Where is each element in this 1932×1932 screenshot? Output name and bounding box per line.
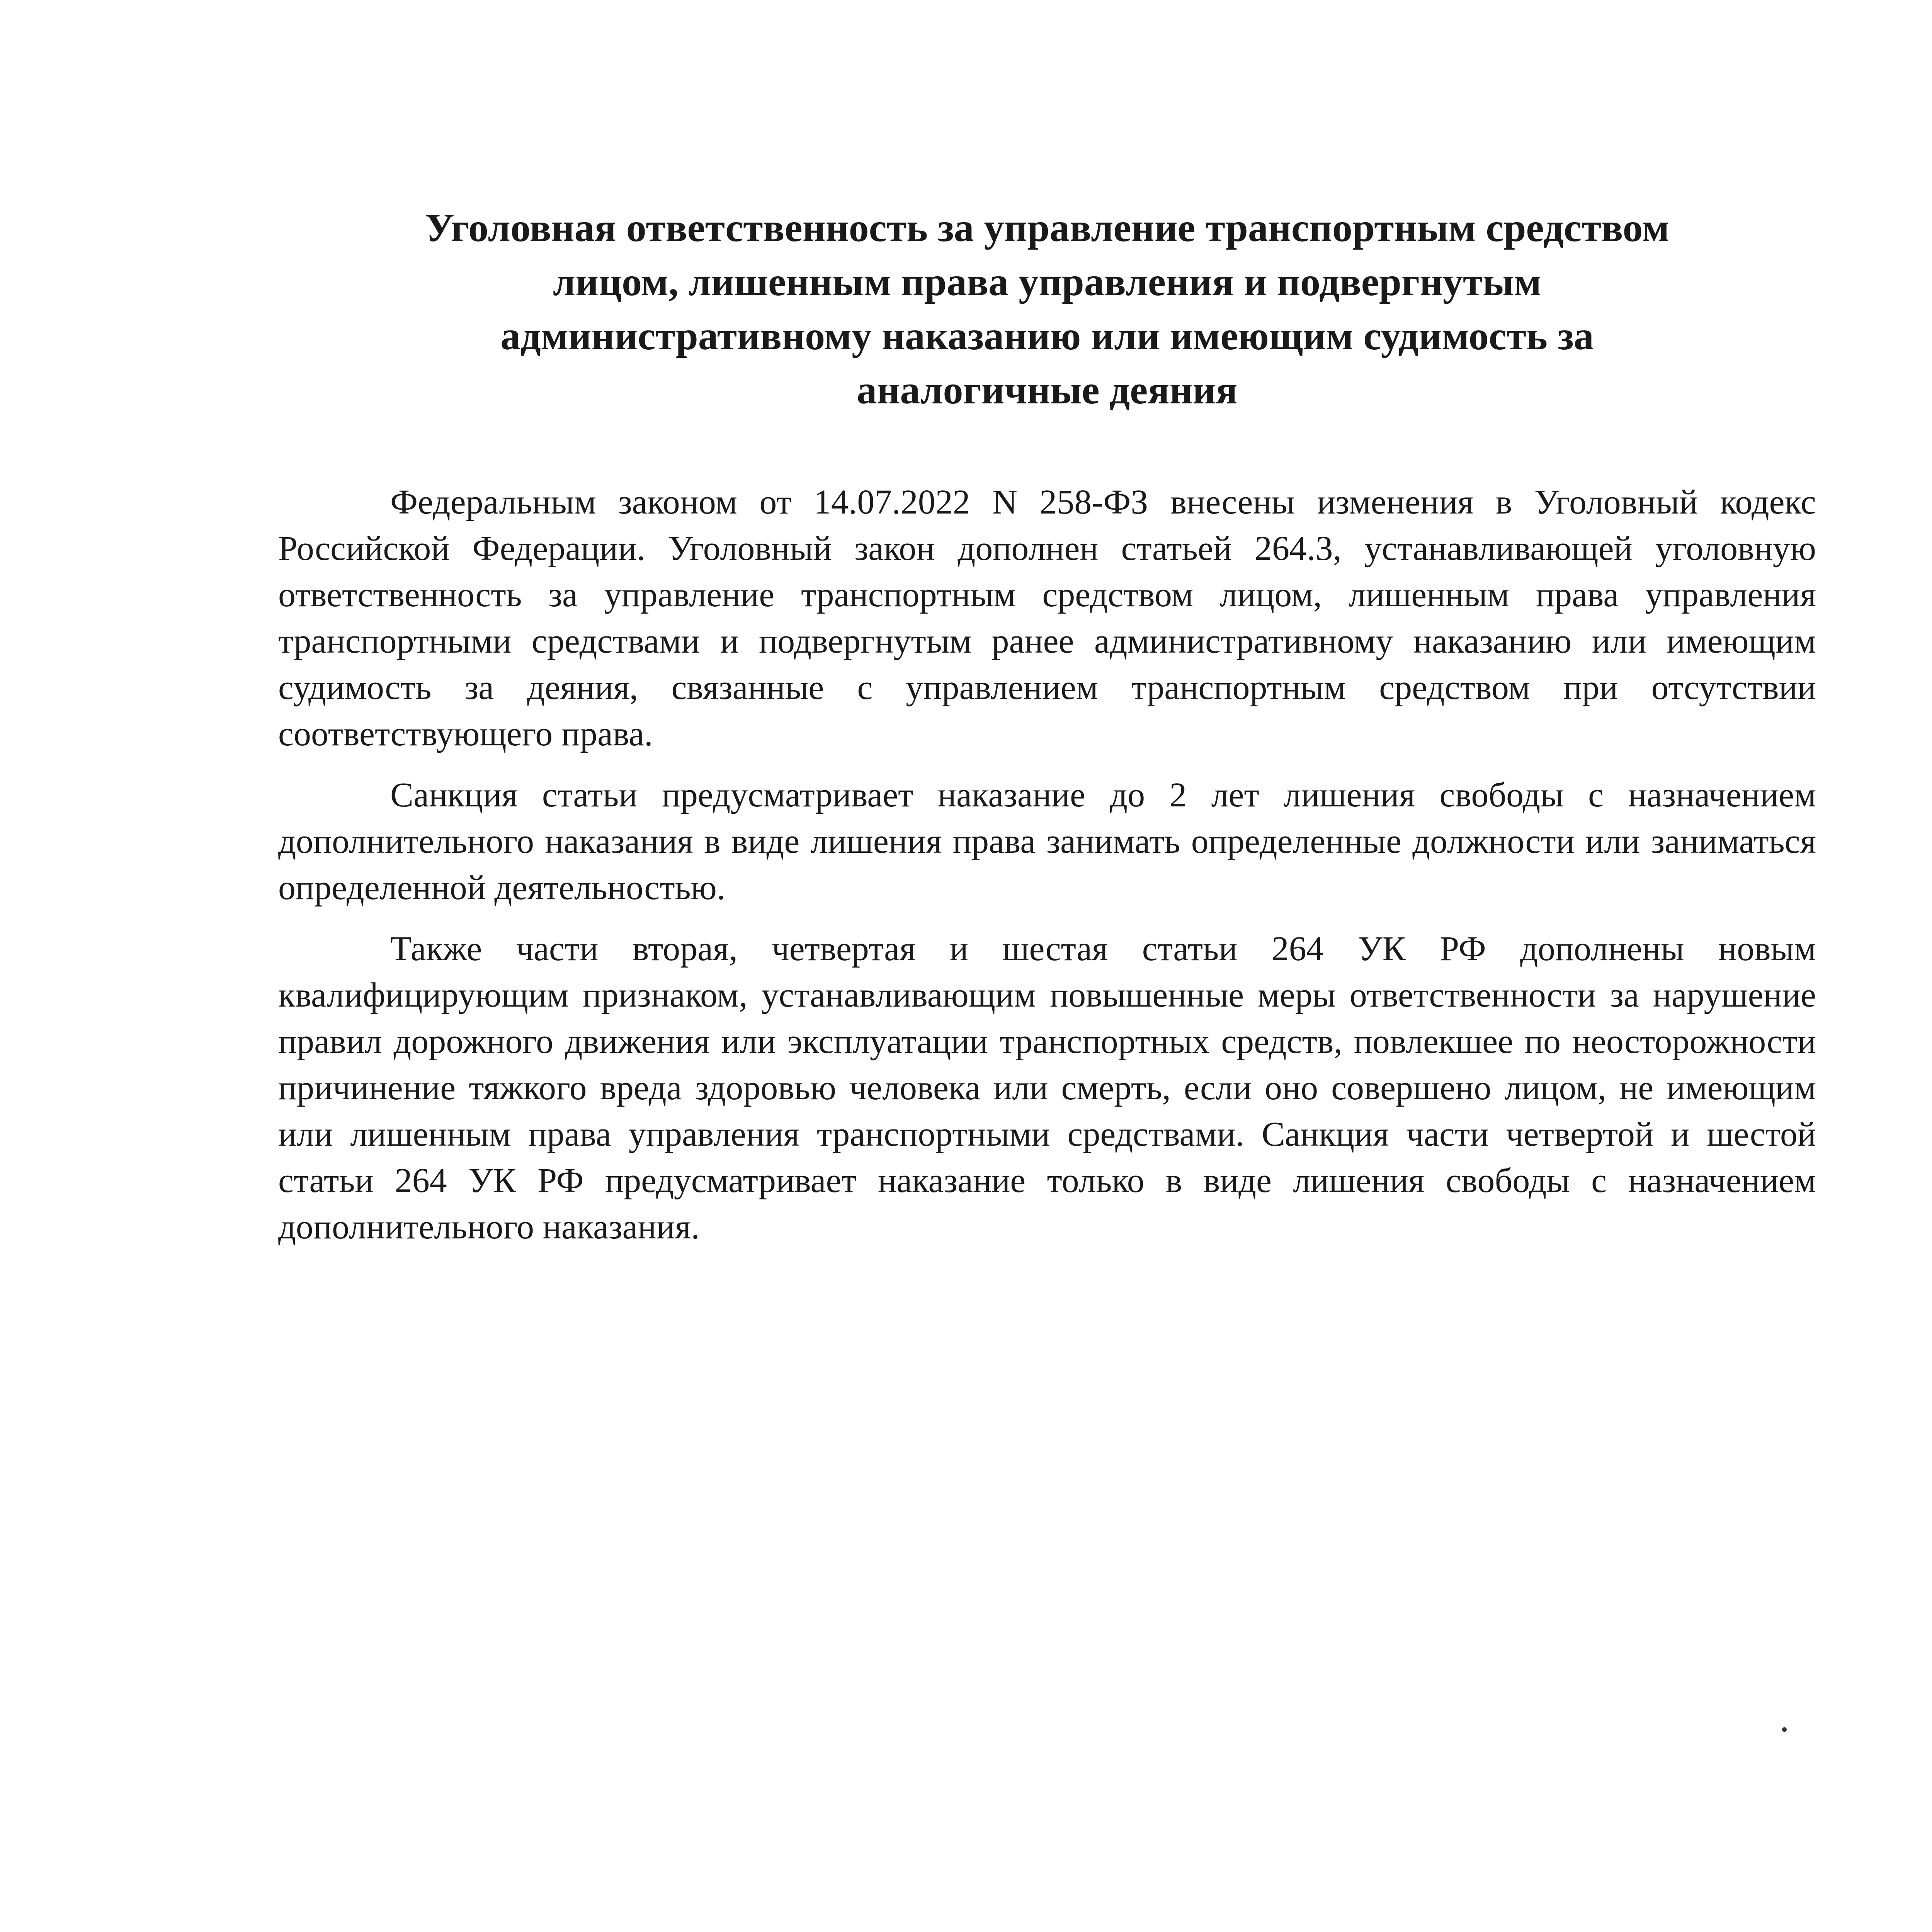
paragraph-1: Федеральным законом от 14.07.2022 N 258-ФЗ внесены изменения в Уголовный кодекс Российской Федерации. Уголовный закон дополнен статьей 264.3, устанавливающей уголовную ответственность за управление транспортным средством лицом, лишенным права управления транспортными средствами и подвергнутым ранее административному наказанию или имеющим судимость за деяния, связанные с управлением транспортным средством при отсутствии соответствующего права. bbox=[278, 483, 1816, 753]
title-line-3: административному наказанию или имеющим судимость за bbox=[500, 314, 1594, 358]
paragraph-3: Также части вторая, четвертая и шестая статьи 264 УК РФ дополнены новым квалифицирующим признаком, устанавливающим повышенные меры ответственности за нарушение правил дорожного движения или эксплуатации транспортных средств, повлекшее по неосторожности причинение тяжкого вреда здоровью человека или смерть, если оно совершено лицом, не имеющим или лишенным права управления транспортными средствами. Санкция части четвертой и шестой статьи 264 УК РФ предусматривает наказание только в виде лишения свободы с назначением дополнительного наказания. bbox=[278, 930, 1816, 1246]
paragraph-2: Санкция статьи предусматривает наказание до 2 лет лишения свободы с назначением дополнительного наказания в виде лишения права занимать определенные должности или заниматься определенной деятельностью. bbox=[278, 776, 1816, 907]
scan-speck bbox=[1782, 1727, 1787, 1732]
title-line-4: аналогичные деяния bbox=[857, 368, 1238, 412]
document-title bbox=[294, 201, 1801, 417]
title-line-1: Уголовная ответственность за управление транспортным средством bbox=[425, 206, 1670, 250]
title-line-2: лицом, лишенным права управления и подвергнутым bbox=[553, 260, 1542, 304]
document-body bbox=[278, 479, 1816, 1265]
